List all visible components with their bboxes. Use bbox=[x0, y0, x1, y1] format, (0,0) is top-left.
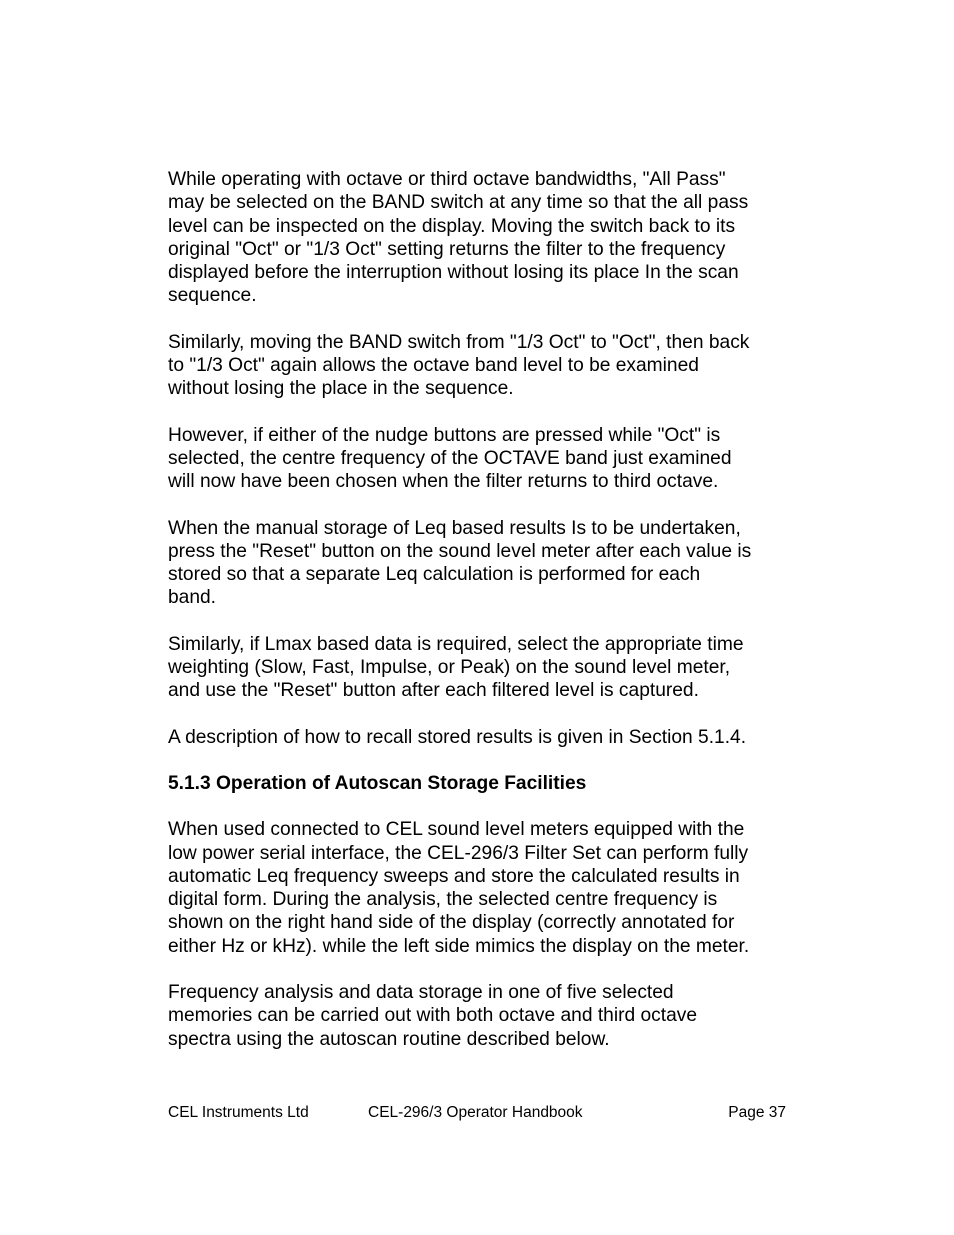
paragraph-line: may be selected on the BAND switch at any time so that the all pass bbox=[168, 192, 749, 214]
paragraph bbox=[168, 424, 790, 494]
paragraph-line: selected, the centre frequency of the OCTAVE band just examined bbox=[168, 447, 732, 469]
paragraph-line: When the manual storage of Leq based results Is to be undertaken, bbox=[168, 517, 741, 539]
paragraph-line: either Hz or kHz). while the left side mimics the display on the meter. bbox=[168, 935, 750, 957]
paragraph-line: Similarly, moving the BAND switch from "1/3 Oct" to "Oct", then back bbox=[168, 331, 750, 353]
paragraph bbox=[168, 726, 790, 749]
paragraph-line: However, if either of the nudge buttons are pressed while "Oct" is bbox=[168, 424, 721, 446]
paragraph-line: band. bbox=[168, 587, 217, 609]
footer-company: CEL Instruments Ltd bbox=[168, 1104, 309, 1121]
intro-section bbox=[168, 168, 790, 749]
paragraph-line: displayed before the interruption without losing its place In the scan bbox=[168, 262, 739, 284]
paragraph-line: spectra using the autoscan routine described below. bbox=[168, 1028, 610, 1050]
section-heading: 5.1.3 Operation of Autoscan Storage Facilities bbox=[168, 772, 587, 794]
paragraph-line: Similarly, if Lmax based data is required, select the appropriate time bbox=[168, 633, 744, 655]
paragraph-line: digital form. During the analysis, the selected centre frequency is bbox=[168, 889, 718, 911]
paragraph-line: and use the "Reset" button after each filtered level is captured. bbox=[168, 680, 699, 702]
paragraph bbox=[168, 517, 790, 610]
autoscan-section bbox=[168, 818, 790, 1051]
paragraph-line: shown on the right hand side of the display (correctly annotated for bbox=[168, 912, 735, 934]
paragraph-line: low power serial interface, the CEL-296/3 Filter Set can perform fully bbox=[168, 842, 749, 864]
paragraph-line: weighting (Slow, Fast, Impulse, or Peak) on the sound level meter, bbox=[168, 657, 731, 679]
paragraph-line: level can be inspected on the display. Moving the switch back to its bbox=[168, 215, 736, 237]
paragraph-line: When used connected to CEL sound level meters equipped with the bbox=[168, 819, 745, 841]
paragraph bbox=[168, 981, 790, 1051]
paragraph bbox=[168, 331, 790, 401]
paragraph-line: to "1/3 Oct" again allows the octave band level to be examined bbox=[168, 355, 699, 377]
paragraph-line: memories can be carried out with both octave and third octave bbox=[168, 1005, 698, 1027]
paragraph-line: original "Oct" or "1/3 Oct" setting returns the filter to the frequency bbox=[168, 238, 726, 260]
paragraph bbox=[168, 168, 790, 308]
paragraph-line: stored so that a separate Leq calculation is performed for each bbox=[168, 564, 701, 586]
paragraph-line: without losing the place in the sequence. bbox=[168, 378, 514, 400]
paragraph-line: sequence. bbox=[168, 285, 257, 307]
page-body bbox=[168, 168, 790, 1074]
paragraph bbox=[168, 633, 790, 703]
page-footer bbox=[168, 1103, 786, 1123]
paragraph-line: Frequency analysis and data storage in one of five selected bbox=[168, 982, 674, 1004]
paragraph-line: press the "Reset" button on the sound level meter after each value is bbox=[168, 540, 752, 562]
paragraph-line: A description of how to recall stored results is given in Section 5.1.4. bbox=[168, 726, 747, 748]
footer-page-number: Page 37 bbox=[728, 1104, 786, 1121]
paragraph-line: will now have been chosen when the filter returns to third octave. bbox=[168, 471, 719, 493]
footer-document-title: CEL-296/3 Operator Handbook bbox=[368, 1104, 583, 1121]
paragraph-line: While operating with octave or third octave bandwidths, "All Pass" bbox=[168, 169, 726, 190]
paragraph bbox=[168, 818, 790, 958]
paragraph-line: automatic Leq frequency sweeps and store the calculated results in bbox=[168, 865, 740, 887]
